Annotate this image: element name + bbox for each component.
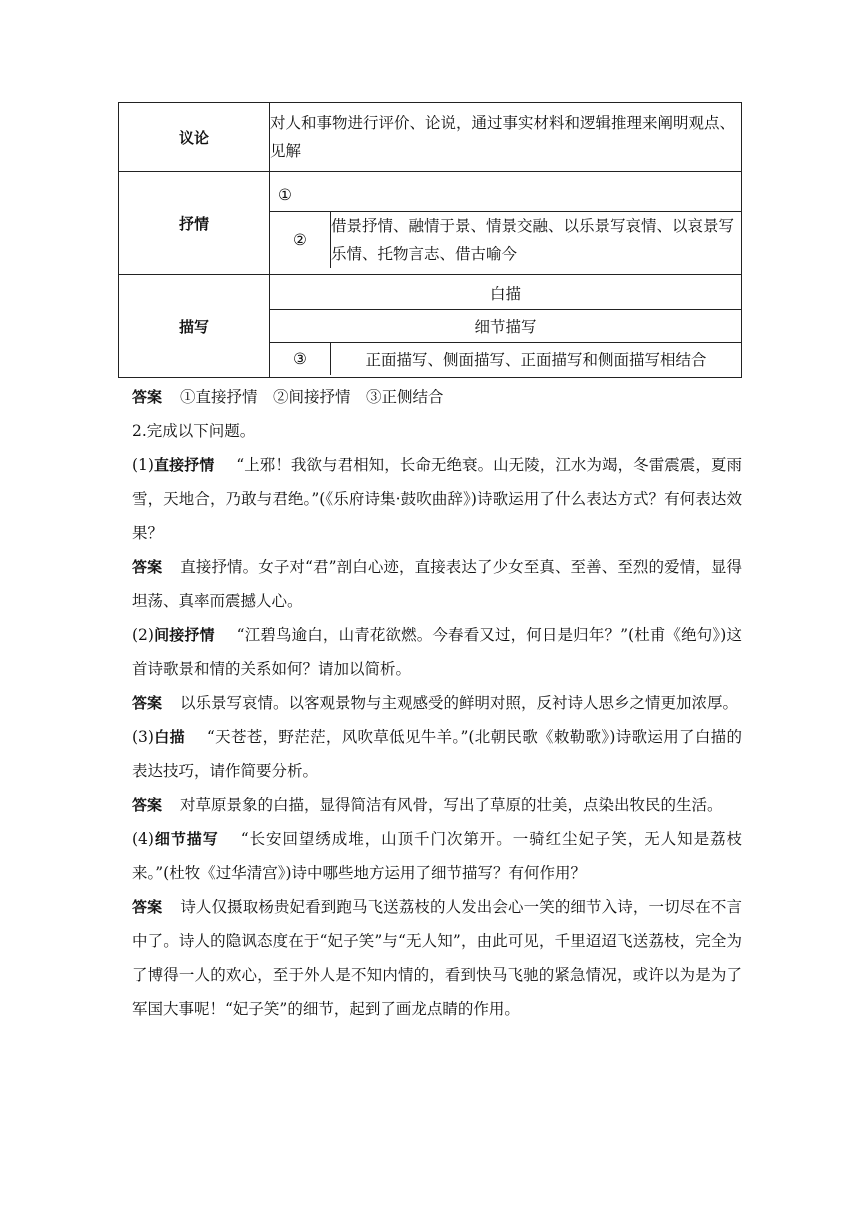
inner-table xyxy=(270,277,741,375)
table-row xyxy=(119,172,742,275)
question-text: “长安回望绣成堆，山顶千门次第开。一骑红尘妃子笑，无人知是荔枝来。”(杜牧《过华清宫》)诗中哪些地方运用了细节描写？有何作用？ xyxy=(132,830,742,882)
sub-num: ③ xyxy=(270,343,331,376)
row-cell xyxy=(270,172,742,275)
answer-text: ①直接抒情 ②间接抒情 ③正侧结合 xyxy=(180,388,444,406)
row-head: 抒情 xyxy=(119,172,270,275)
answer-text: 以乐景写哀情。以客观景物与主观感受的鲜明对照，反衬诗人思乡之情更加浓厚。 xyxy=(180,694,739,712)
answer-text: 对草原景象的白描，显得简洁有风骨，写出了草原的壮美，点染出牧民的生活。 xyxy=(180,796,723,814)
question-label: 白描 xyxy=(153,728,185,746)
page xyxy=(118,102,742,1026)
sub-desc: 正面描写、侧面描写、正面描写和侧面描写相结合 xyxy=(331,343,742,376)
question-text: “江碧鸟逾白，山青花欲燃。今春看又过，何日是归年？”(杜甫《绝句》)这首诗歌景和情的关系如何？请加以简析。 xyxy=(132,626,742,678)
answer-text: 诗人仅摄取杨贵妃看到跑马飞送荔枝的人发出会心一笑的细节入诗，一切尽在不言中了。诗人的隐讽态度在于“妃子笑”与“无人知”，由此可见，千里迢迢飞送荔枝，完全为了博得一人的欢心，至于外人是不知内情的，看到快马飞驰的紧急情况，或许以为是为了军国大事呢！“妃子笑”的细节，起到了画龙点睛的作用。 xyxy=(132,898,742,1018)
question-text: “天苍苍，野茫茫，风吹草低见牛羊。”(北朝民歌《敕勒歌》)诗歌运用了白描的表达技巧，请作简要分析。 xyxy=(132,728,742,780)
answer xyxy=(132,890,742,1026)
question-num: (4) xyxy=(132,830,154,848)
question-num: (2) xyxy=(132,626,154,644)
answer-label: 答案 xyxy=(132,898,163,916)
row-cell xyxy=(270,275,742,378)
answer-text: 直接抒情。女子对“君”剖白心迹，直接表达了少女至真、至善、至烈的爱情，显得坦荡、真率而震撼人心。 xyxy=(132,558,742,610)
answer-label: 答案 xyxy=(132,694,163,712)
question-text: “上邪！我欲与君相知，长命无绝衰。山无陵，江水为竭，冬雷震震，夏雨雪，天地合，乃敢与君绝。”(《乐府诗集·鼓吹曲辞》)诗歌运用了什么表达方式？有何表达效果？ xyxy=(132,456,742,542)
sub-item: ① xyxy=(270,179,741,212)
sub-num: ② xyxy=(270,211,331,268)
answer-label: 答案 xyxy=(132,388,163,406)
expression-table xyxy=(118,102,742,378)
answer-label: 答案 xyxy=(132,558,163,576)
question-label: 细节描写 xyxy=(153,830,219,848)
question-num: (3) xyxy=(132,728,154,746)
sub-desc: 借景抒情、融情于景、情景交融、以乐景写哀情、以哀景写乐情、托物言志、借古喻今 xyxy=(331,211,742,268)
answer-label: 答案 xyxy=(132,796,163,814)
inner-table xyxy=(270,179,741,268)
content xyxy=(132,380,742,1026)
row-desc: 对人和事物进行评价、论说，通过事实材料和逻辑推理来阐明观点、见解 xyxy=(270,103,742,172)
row-head: 议论 xyxy=(119,103,270,172)
question xyxy=(132,822,742,890)
answer xyxy=(132,788,742,822)
question-label: 间接抒情 xyxy=(153,626,215,644)
question xyxy=(132,618,742,686)
question-2-title: 2.完成以下问题。 xyxy=(132,422,256,440)
question xyxy=(132,448,742,550)
sub-item: 细节描写 xyxy=(270,310,741,343)
question xyxy=(132,720,742,788)
question-num: (1) xyxy=(132,456,154,474)
question-label: 直接抒情 xyxy=(153,456,215,474)
answer xyxy=(132,550,742,618)
table-row xyxy=(119,103,742,172)
row-head: 描写 xyxy=(119,275,270,378)
table-row xyxy=(119,275,742,378)
answer xyxy=(132,686,742,720)
answer-1 xyxy=(132,380,742,414)
sub-item: 白描 xyxy=(270,277,741,310)
